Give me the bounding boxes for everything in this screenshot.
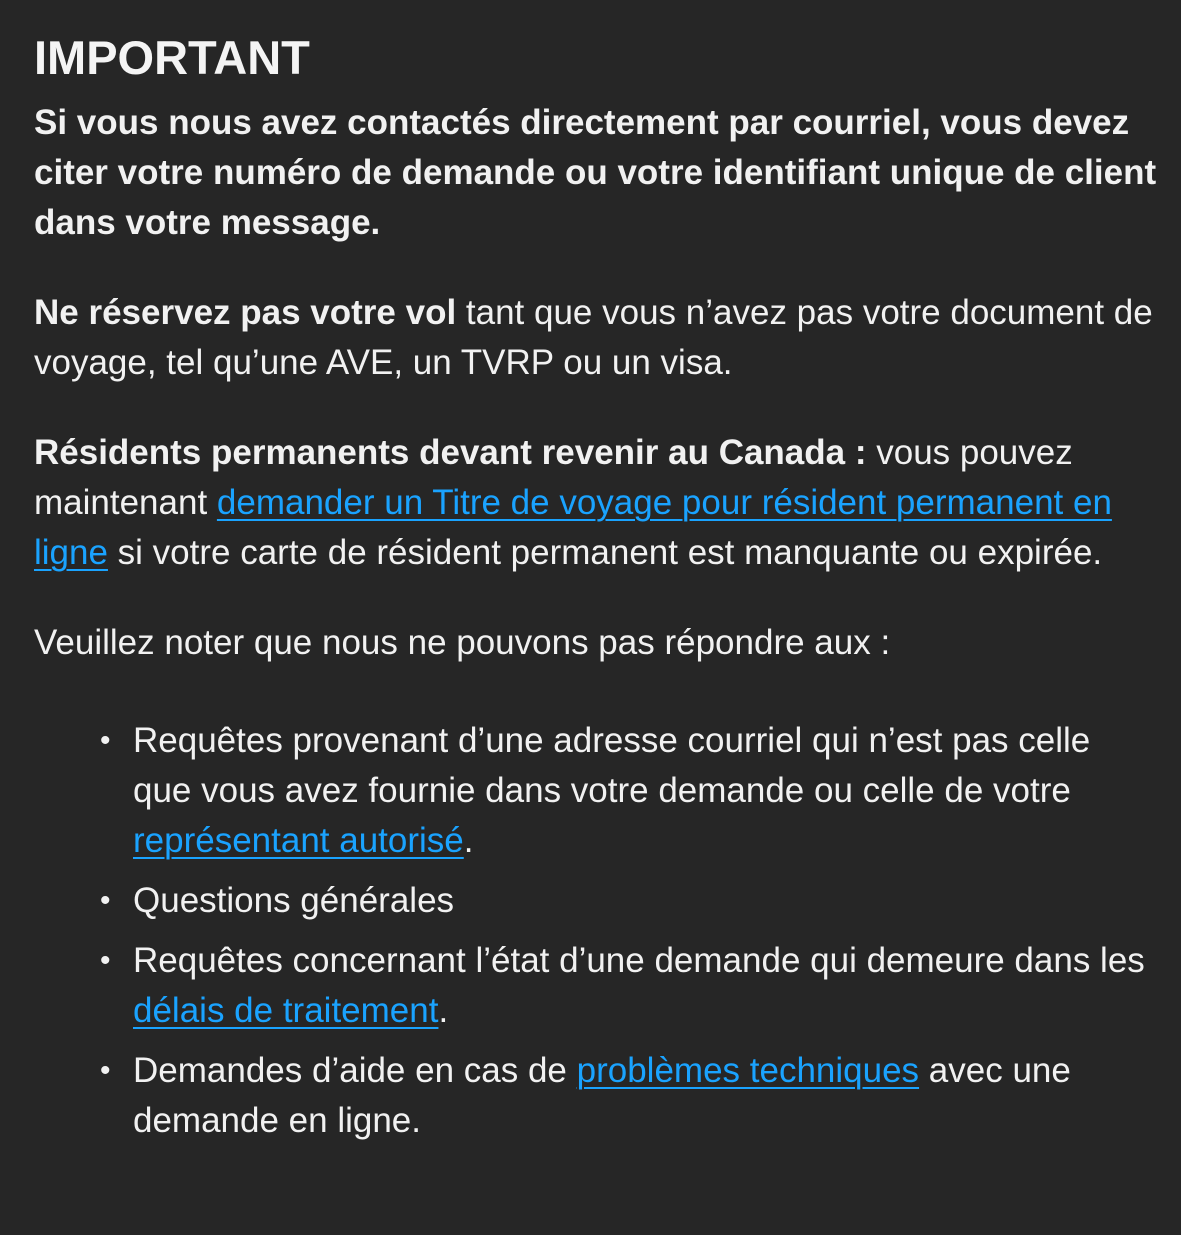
list-item xyxy=(34,1046,1157,1146)
item3-before: Requêtes concernant l’état d’une demande qui demeure dans les xyxy=(133,941,1145,980)
item4-before: Demandes d’aide en cas de xyxy=(133,1051,577,1090)
exclusions-list xyxy=(34,716,1157,1146)
pr-after-link: si votre carte de résident permanent est manquante ou expirée. xyxy=(107,533,1103,572)
technical-problems-link[interactable]: problèmes techniques xyxy=(576,1051,920,1090)
pr-bold-text: Résidents permanents devant revenir au Canada : xyxy=(34,433,867,472)
item2-text: Questions générales xyxy=(133,881,455,920)
permanent-resident-notice xyxy=(34,428,1157,578)
bullet-icon: • xyxy=(100,1054,111,1087)
bullet-icon: • xyxy=(100,724,111,757)
item3-after: . xyxy=(438,991,449,1030)
list-item xyxy=(34,936,1157,1036)
bullet-icon: • xyxy=(100,944,111,977)
item1-after: . xyxy=(463,821,474,860)
item1-before: Requêtes provenant d’une adresse courriel qui n’est pas celle que vous avez fournie dans votre demande ou celle de votre xyxy=(133,721,1091,810)
flight-rest-text: tant que vous n’avez pas votre document de voyage, tel qu’une AVE, un TVRP ou un visa. xyxy=(34,293,1153,382)
authorized-representative-link[interactable]: représentant autorisé xyxy=(133,821,464,860)
email-warning: Si vous nous avez contactés directement par courriel, vous devez citer votre numéro de demande ou votre identifiant unique de client dans votre message. xyxy=(34,103,1157,242)
pr-before-link: vous pouvez maintenant xyxy=(34,433,1073,522)
item4-after: avec une demande en ligne. xyxy=(133,1051,1071,1140)
processing-times-link[interactable]: délais de traitement xyxy=(133,991,439,1030)
list-item xyxy=(34,876,1157,926)
bullet-icon: • xyxy=(100,884,111,917)
flight-bold-text: Ne réservez pas votre vol xyxy=(34,293,457,332)
cannot-respond-note: Veuillez noter que nous ne pouvons pas répondre aux : xyxy=(34,623,891,662)
list-item xyxy=(34,716,1157,866)
prtd-online-link[interactable]: demander un Titre de voyage pour résident permanent en ligne xyxy=(34,483,1112,572)
flight-booking-notice xyxy=(34,288,1157,388)
notice-heading: IMPORTANT xyxy=(34,31,310,84)
